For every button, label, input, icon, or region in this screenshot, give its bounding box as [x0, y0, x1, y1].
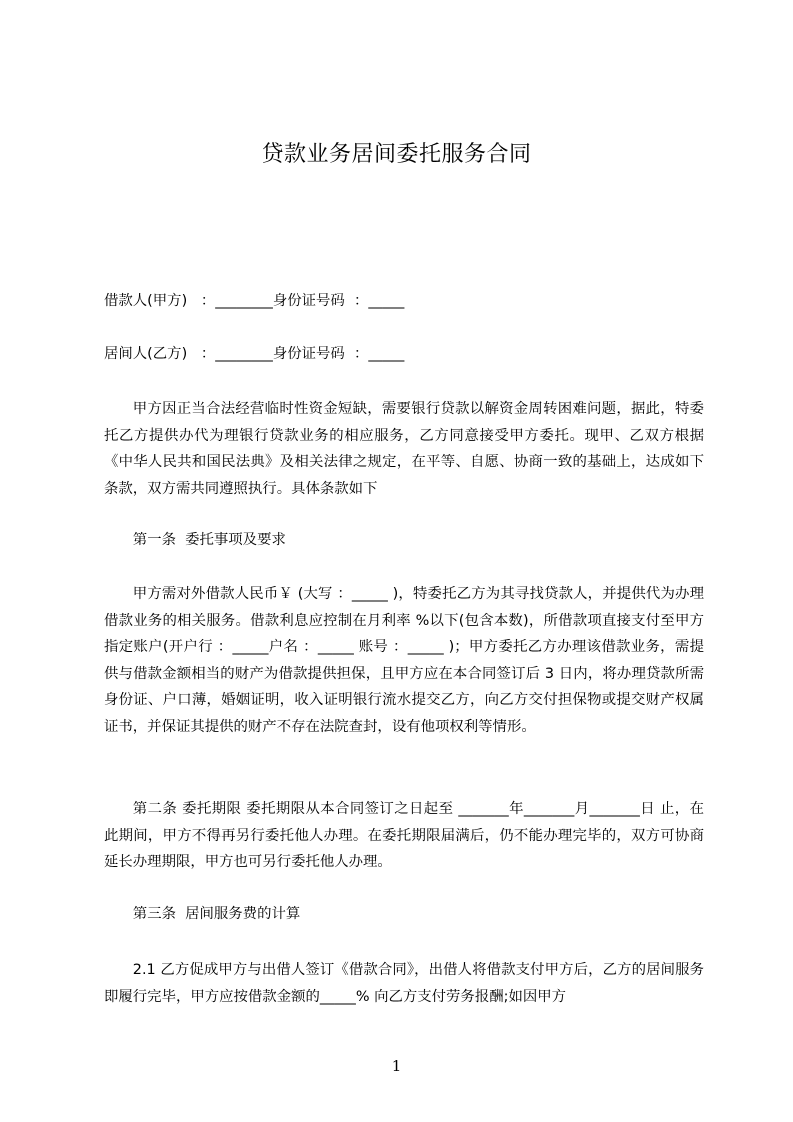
clause-2-1-paragraph: 2.1 乙方促成甲方与出借人签订《借款合同》，出借人将借款支付甲方后，乙方的居间服务即履行完毕，甲方应按借款金额的_____% 向乙方支付劳务报酬;如因甲方 [104, 962, 704, 1005]
document-title: 贷款业务居间委托服务合同 [261, 142, 532, 167]
article-3-heading-text: 第三条 居间服务费的计算 [132, 906, 301, 922]
intermediary-party-line: 居间人(乙方) ：________身份证号码 ：_____ [104, 346, 405, 362]
article-1-heading [104, 530, 704, 550]
article-1-heading-text: 第一条 委托事项及要求 [132, 532, 286, 548]
preamble-paragraph: 甲方因正当合法经营临时性资金短缺，需要银行贷款以解资金周转困难问题，据此，特委托乙方提供办代为理银行贷款业务的相应服务，乙方同意接受甲方委托。现甲、乙双方根据《中华人民共和国民法典》及相关法律之规定，在平等、自愿、协商一致的基础上，达成如下条款，双方需共同遵照执行。具体条款如下 [104, 401, 704, 497]
article-2-paragraph: 第二条 委托期限 委托期限从本合同签订之日起至 _______年_______月_______日 止，在此期间，甲方不得再另行委托他人办理。在委托期限届满后，仍不能办理完毕的，双方可协商延长办理期限，甲方也可另行委托他人办理。 [104, 801, 704, 870]
article-3-heading [104, 904, 704, 924]
borrower-party-line: 借款人(甲方) ：________身份证号码 ：_____ [104, 293, 405, 309]
article-1-paragraph: 甲方需对外借款人民币￥ (大写 ：_____ )，特委托乙方为其寻找贷款人，并提供代为办理借款业务的相关服务。借款利息应控制在月利率 %以下(包含本数)，所借款项直接支付至甲方指定账户(开户行 ：_____户名 ：_____ 账号 ：_____ )；甲方委托乙方办理该借款业务，需提供与借款金额相当的财产为借款提供担保，且甲方应在本合同签订后 3 日内，将办理贷款所需身份证、户口薄，婚姻证明，收入证明银行流水提交乙方，向乙方交付担保物或提交财产权属证书，并保证其提供的财产不存在法院查封，设有他项权利等情形。 [104, 586, 704, 735]
page-number: 1 [391, 1057, 402, 1075]
